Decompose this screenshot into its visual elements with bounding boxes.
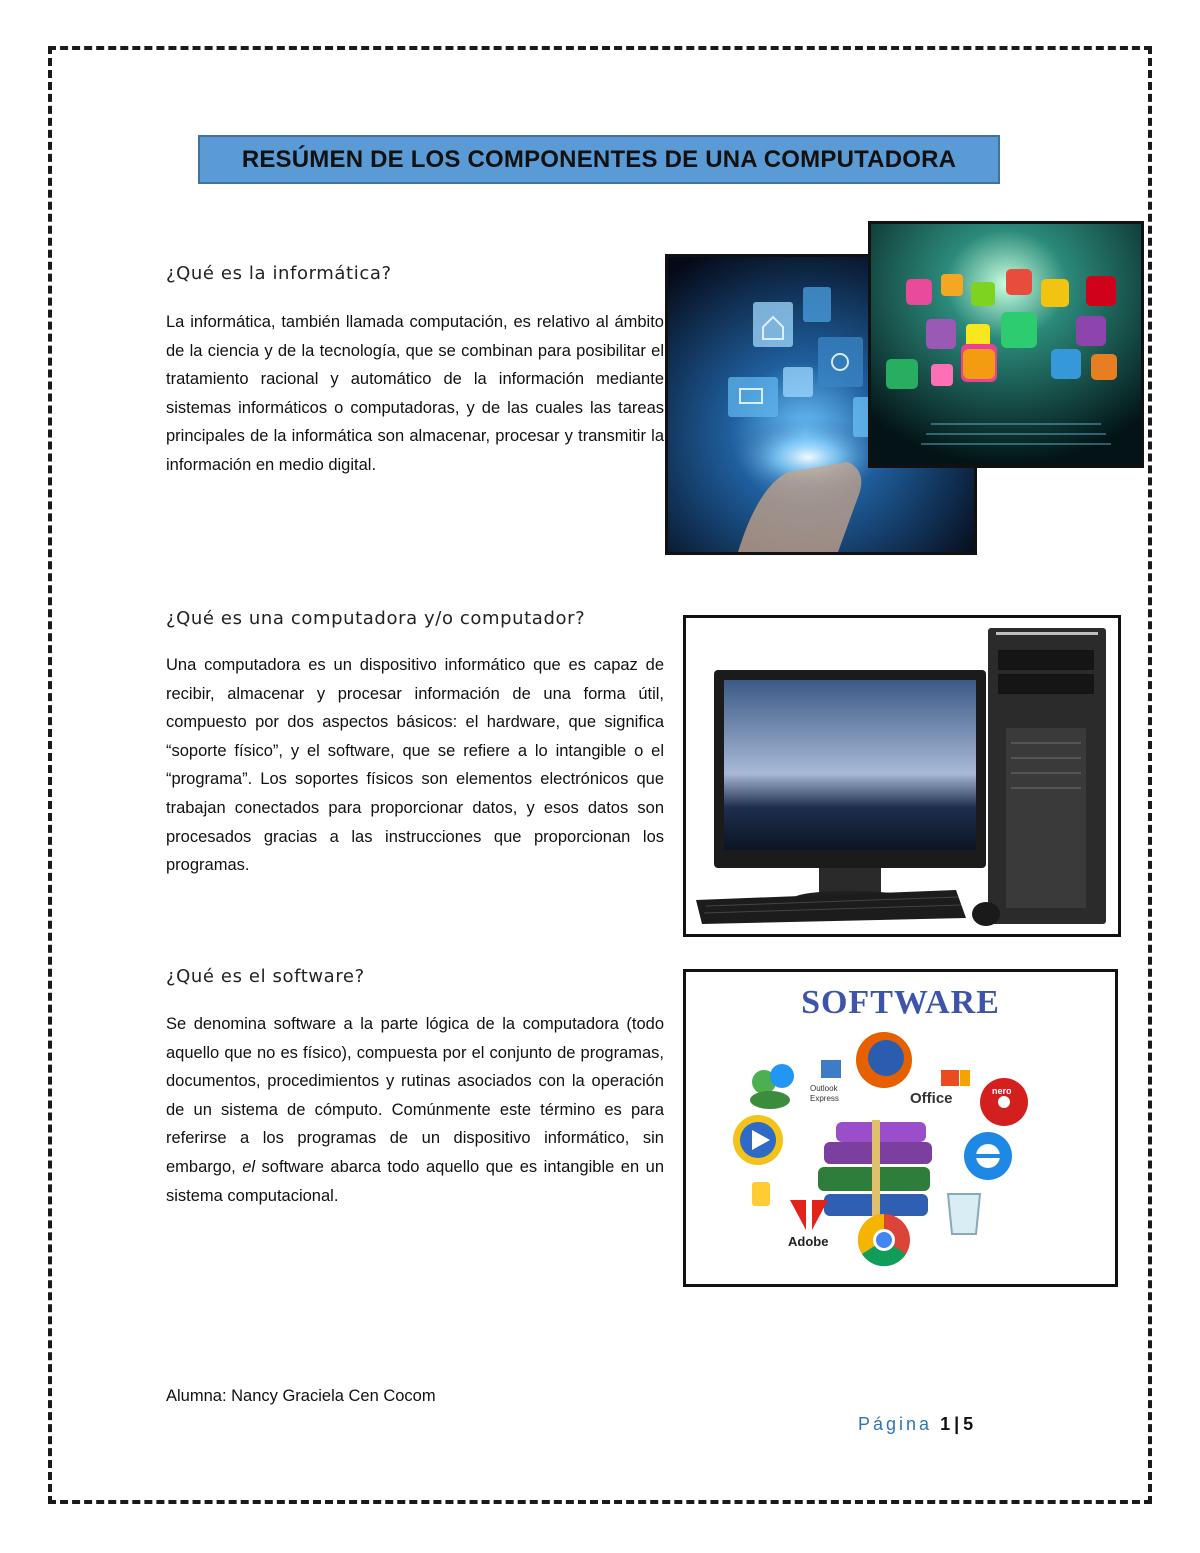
section-body-computadora: Una computadora es un dispositivo informático que es capaz de recibir, almacenar y procesar información de una forma útil, compuesto por dos aspectos básicos: el hardware, que significa “soporte físico”, y el software, que se refiere a lo intangible o el “programa”. Los soportes físicos son elementos electrónicos que trabajan conectados para proporcionar datos, y esos datos son procesados gracias a las instrucciones que proporcionan los programas. [166, 656, 664, 875]
software-body-end: software abarca todo aquello que es intangible en un sistema computacional. [166, 1157, 665, 1205]
adobe-icon [790, 1200, 828, 1230]
page-word: Página [858, 1414, 933, 1434]
section-heading-software: ¿Qué es el software? [166, 966, 365, 987]
computer-image [683, 615, 1121, 937]
internet-explorer-icon [964, 1132, 1012, 1180]
title-box [198, 135, 1000, 184]
page-current: 1 [940, 1414, 951, 1434]
software-image-title: SOFTWARE [801, 984, 1000, 1021]
office-label: Office [910, 1090, 953, 1107]
software-icons [686, 972, 1115, 1284]
section-body-informatica: La informática, también llamada computación, es relativo al ámbito de la ciencia y de la tecnología, que se combinan para posibilitar el tratamiento racional y automático de la información mediante sistemas informáticos o computadoras, y de las cuales las tareas principales de la informática son almacenar, procesar y transmitir la información en medio digital. [166, 313, 664, 474]
page-separator: | [954, 1414, 960, 1434]
author-line: Alumna: Nancy Graciela Cen Cocom [166, 1387, 436, 1405]
page-total: 5 [963, 1414, 974, 1434]
apps-illustration [871, 224, 1141, 465]
nero-label: nero [992, 1086, 1012, 1096]
messenger-icon [750, 1064, 794, 1109]
section-heading-informatica: ¿Qué es la informática? [166, 263, 392, 284]
software-body-start: Se denomina software a la parte lógica de la computadora (todo aquello que no es físico), compuesta por el conjunto de programas, documentos, procedimientos y rutinas asociados con la operación de un sistema de cómputo. Comúnmente este término es para referirse a los programas de un dispositivo informático, sin embargo, [166, 1015, 664, 1176]
office-icon [941, 1070, 970, 1086]
winrar-books-icon [818, 1120, 932, 1216]
outlook-express-icon [821, 1060, 841, 1078]
page-title: RESÚMEN DE LOS COMPONENTES DE UNA COMPUTADORA [241, 145, 957, 173]
firefox-icon [856, 1032, 912, 1088]
paint-icon [752, 1182, 770, 1206]
informatica-apps-image [868, 221, 1144, 468]
recycle-bin-icon [948, 1194, 980, 1234]
outlook-label: Outlook Express [810, 1084, 839, 1103]
adobe-label: Adobe [788, 1234, 829, 1249]
computer-illustration [686, 618, 1118, 934]
section-body-software [166, 1010, 664, 1210]
page-number [858, 1414, 973, 1435]
software-body-italic: el [242, 1157, 256, 1176]
software-image [683, 969, 1118, 1287]
section-heading-computadora: ¿Qué es una computadora y/o computador? [166, 608, 586, 629]
chrome-icon [858, 1214, 910, 1266]
media-player-icon [733, 1115, 783, 1165]
